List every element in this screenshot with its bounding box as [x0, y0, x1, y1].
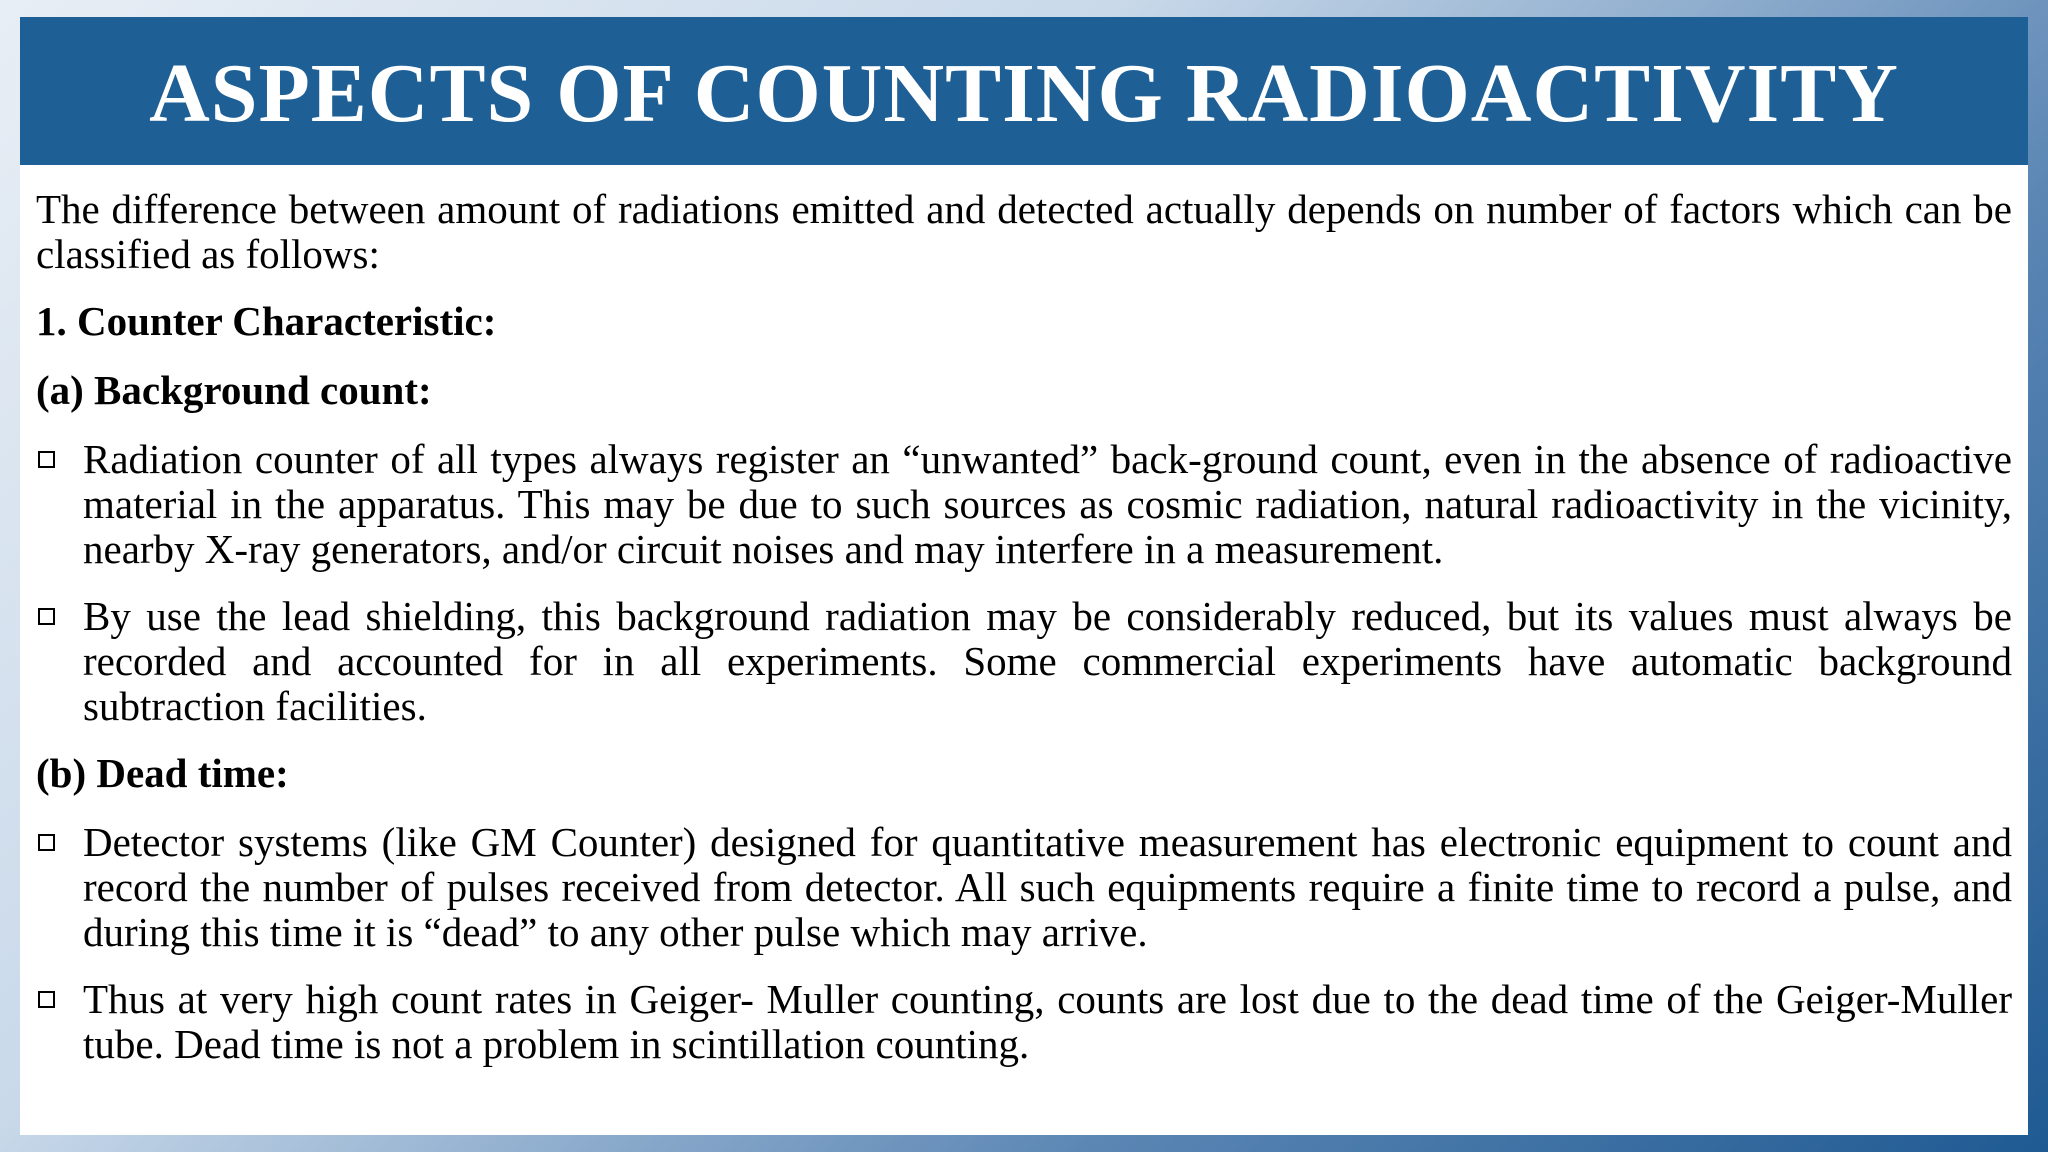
slide-title: ASPECTS OF COUNTING RADIOACTIVITY — [149, 47, 1899, 140]
square-bullet-icon — [38, 991, 55, 1008]
section-heading-counter-characteristic: 1. Counter Characteristic: — [36, 298, 497, 344]
bullet-item — [36, 437, 2012, 572]
subsection-heading-dead-time: (b) Dead time: — [36, 750, 289, 796]
bullet-item — [36, 594, 2012, 729]
slide — [20, 17, 2028, 1135]
bullet-item — [36, 820, 2012, 955]
slide-content — [36, 187, 2012, 1089]
intro-paragraph: The difference between amount of radiations emitted and detected actually depends on number of factors which can be classified as follows: — [36, 186, 2012, 277]
subsection-heading-background-count: (a) Background count: — [36, 367, 432, 413]
bullet-text: Thus at very high count rates in Geiger- Muller counting, counts are lost due to the dead time of the Geiger-Muller tube. Dead time is not a problem in scintillation counting. — [83, 976, 2012, 1067]
square-bullet-icon — [38, 451, 55, 468]
title-bar — [20, 17, 2028, 165]
square-bullet-icon — [38, 608, 55, 625]
square-bullet-icon — [38, 834, 55, 851]
bullet-text: Radiation counter of all types always register an “unwanted” back-ground count, even in the absence of radioactive material in the apparatus. This may be due to such sources as cosmic radiation, natural radioactivity in the vicinity, nearby X-ray generators, and/or circuit noises and may interfere in a measurement. — [83, 436, 2012, 572]
bullet-item — [36, 977, 2012, 1067]
bullet-text: Detector systems (like GM Counter) designed for quantitative measurement has electronic equipment to count and record the number of pulses received from detector. All such equipments require a finite time to record a pulse, and during this time it is “dead” to any other pulse which may arrive. — [83, 819, 2012, 955]
bullet-text: By use the lead shielding, this background radiation may be considerably reduced, but its values must always be recorded and accounted for in all experiments. Some commercial experiments have automatic background subtraction facilities. — [83, 593, 2012, 729]
